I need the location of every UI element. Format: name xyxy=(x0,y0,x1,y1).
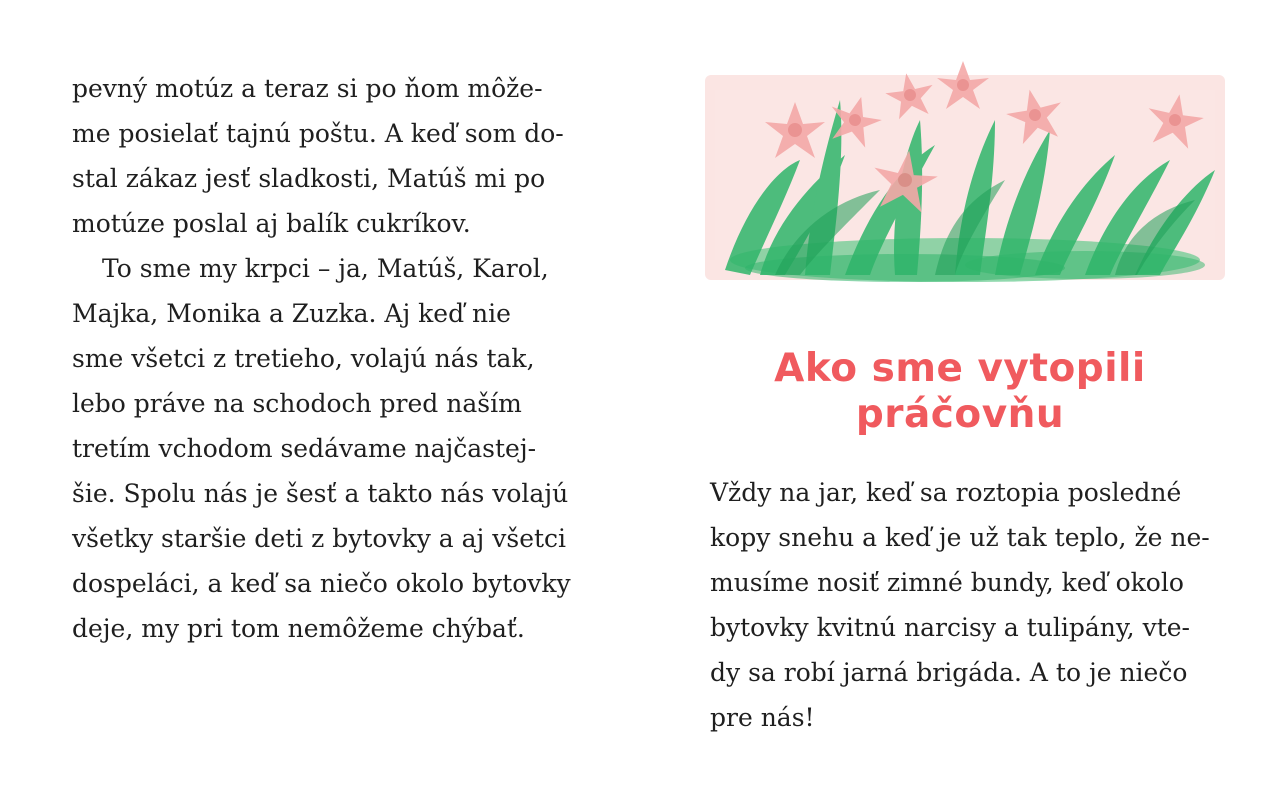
text-line: pre nás! xyxy=(710,703,815,732)
text-line: bytovky kvitnú narcisy a tulipány, vte- xyxy=(710,613,1190,642)
text-line: motúze poslal aj balík cukríkov. xyxy=(72,209,471,238)
right-page xyxy=(640,0,1280,800)
text-line: deje, my pri tom nemôžeme chýbať. xyxy=(72,614,525,643)
chapter-title-line: Ako sme vytopili xyxy=(774,346,1146,391)
text-line: me posielať tajnú poštu. A keď som do- xyxy=(72,119,564,148)
text-line: kopy snehu a keď je už tak teplo, že ne- xyxy=(710,523,1210,552)
right-page-text xyxy=(710,470,1250,740)
left-page-text xyxy=(72,66,612,651)
text-line: To sme my krpci – ja, Matúš, Karol, xyxy=(102,254,549,283)
text-line: lebo práve na schodoch pred naším xyxy=(72,389,522,418)
text-line: sme všetci z tretieho, volajú nás tak, xyxy=(72,344,535,373)
chapter-title xyxy=(640,346,1280,438)
chapter-title-line: práčovňu xyxy=(855,392,1065,437)
text-line: Vždy na jar, keď sa roztopia posledné xyxy=(710,478,1182,507)
text-line: dospeláci, a keď sa niečo okolo bytovky xyxy=(72,569,571,598)
text-line: tretím vchodom sedávame najčastej- xyxy=(72,434,537,463)
daffodils-illustration xyxy=(705,60,1225,290)
text-line: šie. Spolu nás je šesť a takto nás volajú xyxy=(72,479,569,508)
text-line: všetky staršie deti z bytovky a aj všetci xyxy=(72,524,567,553)
text-line: musíme nosiť zimné bundy, keď okolo xyxy=(710,568,1184,597)
text-line: pevný motúz a teraz si po ňom môže- xyxy=(72,74,543,103)
text-line: stal zákaz jesť sladkosti, Matúš mi po xyxy=(72,164,546,193)
text-line: dy sa robí jarná brigáda. A to je niečo xyxy=(710,658,1188,687)
text-line: Majka, Monika a Zuzka. Aj keď nie xyxy=(72,299,511,328)
